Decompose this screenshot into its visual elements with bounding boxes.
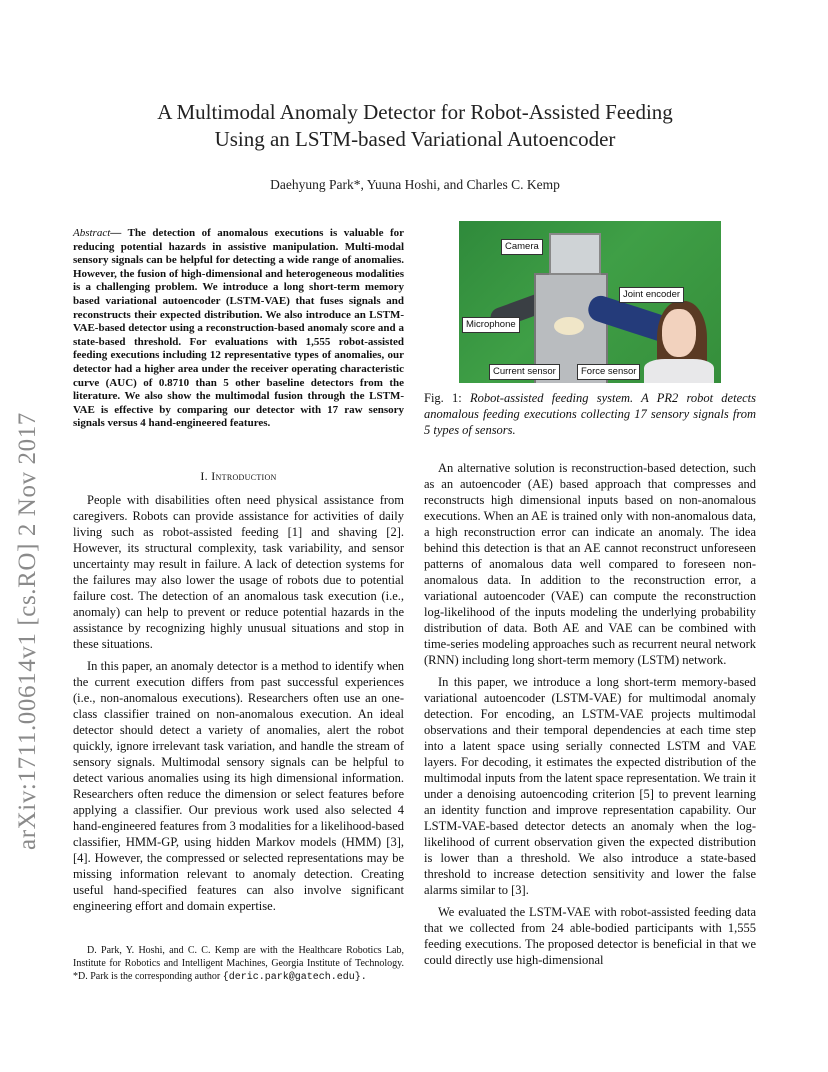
paragraph-evaluation: We evaluated the LSTM-VAE with robot-assisted feeding data that we collected from 24 able-bodied participants with 1,555 feeding executions. The proposed detector is beneficial in that we could directly use high-dimensional	[424, 905, 756, 967]
person-face	[662, 309, 696, 357]
person-shirt	[644, 359, 714, 383]
footnote-email: {deric.park@gatech.edu}.	[222, 972, 367, 983]
label-force-sensor: Force sensor	[577, 364, 640, 380]
introduction-section	[73, 468, 404, 920]
label-camera: Camera	[501, 239, 543, 255]
paper-title	[90, 99, 740, 153]
section-title: Introduction	[211, 469, 277, 483]
arxiv-stamp: arXiv:1711.00614v1 [cs.RO] 2 Nov 2017	[14, 412, 41, 850]
robot-head	[549, 233, 601, 275]
label-current-sensor: Current sensor	[489, 364, 560, 380]
footnote-text: D. Park, Y. Hoshi, and C. C. Kemp are with the Healthcare Robotics Lab, Institute for Robotics and Intelligent Machines, Georgia Institute of Technology. *D. Park is the corresponding author	[73, 945, 404, 982]
paragraph-alternative-solution: An alternative solution is reconstruction-based detection, such as an autoencoder (AE) based approach that compresses and reconstructs high dimensional inputs based on non-anomalous executions. When an AE is trained only with non-anomalous data, a high reconstruction error can indicate an anomaly. The idea behind this detection is that an AE cannot reconstruct unforeseen patterns of anomalous data well compared to foreseen non-anomalous data. In addition to the reconstruction error, a variational autoencoder (VAE) can compute the reconstruction log-likelihood of the inputs modeling the underlying probability distribution of data. Both AE and VAE can be combined with time-series modeling approaches such as recurrent neural network (RNN) including long short-term memory (LSTM) network.	[424, 461, 756, 667]
footnote	[73, 944, 404, 984]
label-microphone: Microphone	[462, 317, 520, 333]
intro-paragraph-1: People with disabilities often need physical assistance from caregivers. Robots can provide assistance for activities of daily living such as robot-assisted feeding [1] and shaving [2]. However, its structural complexity, task variability, and sensor uncertainty may result in failure. A lack of detection systems for the failures may also lower the usage of robots due to potential failure cost. The detection of an anomalous task execution (i.e., anomaly) can help to prevent or reduce potential hazards in the assistance by recognizing highly unusual situations and stop in these situations.	[73, 493, 404, 651]
title-line-2: Using an LSTM-based Variational Autoencoder	[214, 127, 616, 151]
caption-text: Robot-assisted feeding system. A PR2 robot detects anomalous feeding executions collecting 17 sensory signals from 5 types of sensors.	[424, 391, 757, 437]
author-list: Daehyung Park*, Yuuna Hoshi, and Charles C. Kemp	[270, 177, 560, 192]
figure-robot-feeding-photo	[459, 221, 721, 383]
figure-caption	[424, 390, 756, 438]
caption-label: Fig. 1:	[424, 391, 462, 405]
title-line-1: A Multimodal Anomaly Detector for Robot-Assisted Feeding	[157, 100, 673, 124]
abstract-text: — The detection of anomalous executions is valuable for reducing potential hazards in assistive manipulation. Multi-modal sensory signals can be helpful for detecting a wide range of anomalies. However, the fusion of high-dimensional and heterogeneous modalities is a challenging problem. We introduce a long short-term memory based variational autoencoder (LSTM-VAE) that fuses signals and reconstructs their expected distribution. We also introduce an LSTM-VAE-based detector using a reconstruction-based anomaly score and a state-based threshold. For evaluations with 1,555 robot-assisted feeding executions including 12 representative types of anomalies, our detector had a higher area under the receiver operating characteristic curve (AUC) of 0.8710 than 5 other baseline detectors from the literature. We also show the multimodal fusion through the LSTM-VAE is effective by comparing our detector with 17 raw sensory signals versus 4 hand-engineered features.	[73, 227, 404, 430]
right-column-text	[424, 460, 756, 974]
section-heading	[73, 468, 404, 484]
paragraph-lstm-vae: In this paper, we introduce a long short-term memory-based variational autoencoder (LSTM-VAE) for multimodal anomaly detection. For encoding, an LSTM-VAE projects multimodal observations and their temporal dependencies at each time step into a latent space using serially connected LSTM and VAE layers. For decoding, it estimates the expected distribution of the multimodal inputs from the latent space representation. We train it under a denoising autoencoding criterion [5] to prevent learning an identity function and improve representation capability. Our LSTM-VAE-based detector detects an anomaly when the log-likelihood of current observation given the expected distribution is lower than a threshold. We also introduce a state-based threshold to increase detection sensitivity and lower the false alarms similar to [3].	[424, 675, 756, 897]
intro-paragraph-2: In this paper, an anomaly detector is a method to identify when the current execution differs from past successful experiences (i.e., non-anomalous executions). Researchers often use an one-class classifier trained on non-anomalous execution. An ideal detector should detect a variety of anomalies, alert the robot quickly, ignore irrelevant task variation, and handle the stream of sensory signals. Multimodal sensory signals can be helpful to detect various anomalies using its high dimensional information. Researchers often reduce the dimension or select features before applying a classifier. Our previous work used also selected 4 hand-engineered features from 3 modalities for a likelihood-based classifier, HMM-GP, using hidden Markov models (HMM) [3], [4]. However, the compressed or selected representations may be missing information relevant to anomaly detection. Creating useful hand-specified features can also involve significant engineering effort and domain expertise.	[73, 659, 404, 913]
abstract	[73, 227, 404, 431]
label-joint-encoder: Joint encoder	[619, 287, 684, 303]
spoon	[554, 317, 584, 335]
section-number: I.	[200, 469, 208, 483]
abstract-label: Abstract	[73, 227, 111, 239]
